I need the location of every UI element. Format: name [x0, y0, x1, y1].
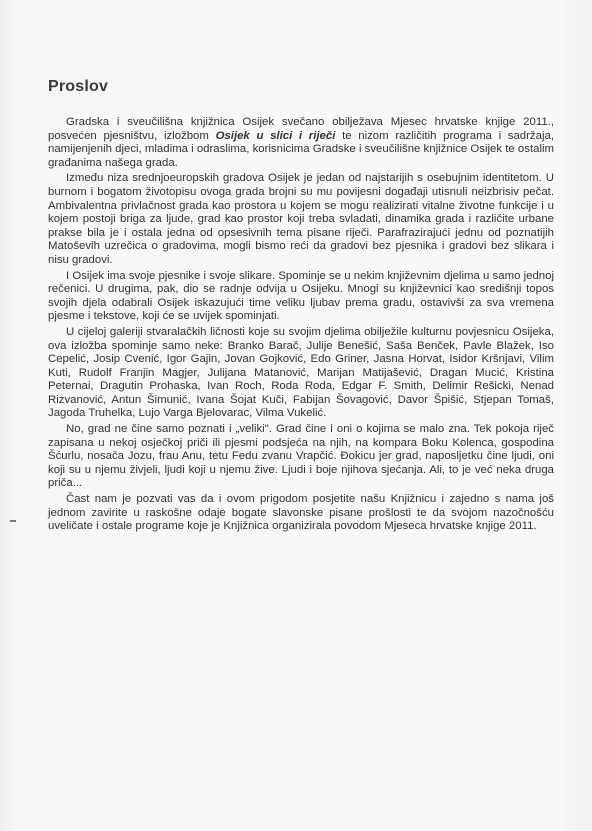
paragraph-2: Između niza srednjoeuropskih gradova Osijek je jedan od najstarijih s osebujnim identitetom. U burnom i bogatom životopisu ovoga grada brojni su mu povijesni događaji utisnuli neizbrisiv pečat. Ambivalentna privlačnost grada kao prostora u kojem se mogu realizirati vitalne životne funkcije i u kojem postoji briga za ljude, grad kao prostor koji treba svladati, dinamika grada i različite urbane prakse bila je i ostala jedna od opsesivnih tema pisane riječi. Parafrazirajući jednu od poznatijih Matoševih uzrečica o gradovima, mogli bismo reći da gradovi bez pjesnika i gradovi bez slikara i nisu gradovi. [48, 172, 554, 266]
paragraph-1-text-a: Gradska i sveučilišna knjižnica Osijek svečano obilježava Mjesec hrvatske knjige 2011., posvećen pjesništvu, izložbom [48, 116, 554, 142]
margin-mark [10, 520, 16, 522]
paragraph-1 [48, 116, 554, 170]
paragraph-3: I Osijek ima svoje pjesnike i svoje slikare. Spominje se u nekim književnim djelima u samo jednoj rečenici. U drugima, pak, dio se radnje odvija u Osijeku. Mnogi su književnici kao središnji topos svojih djela odabrali Osijek iskazujući time veliku ljubav prema gradu, ostavivši za sva vremena pjesme i tekstove, koji će se uvijek spominjati. [48, 269, 554, 323]
page-title: Proslov [48, 78, 109, 95]
paragraph-6: Čast nam je pozvati vas da i ovom prigodom posjetite našu Knjižnicu i zajedno s nama još jednom zavirite u raskošne odaje bogate slavonske pisane prošlosti te da svojom nazočnošću uveličate i ostale programe koje je Knjižnica organizirala povodom Mjeseca hrvatske knjige 2011. [48, 493, 554, 533]
paragraph-1-text-b: te nizom različitih programa i sadržaja, namijenjenih djeci, mladima i odraslima, korisnicima Gradske i sveučilišne knjižnice Osijek te ostalim građanima našega grada. [48, 129, 554, 169]
exhibition-title: Osijek u slici i riječi [215, 129, 336, 142]
paragraph-5: No, grad ne čine samo poznati i „veliki". Grad čine i oni o kojima se malo zna. Tek pokoja riječ zapisana u nekoj osječkoj priči ili pjesmi podsjeća na njih, na kompara Boku Kolenca, gospodina Šćurlu, nosača Jozu, frau Anu, tetu Fedu zvanu Vrapčić. Đokicu jer grad, naposljetku čine ljudi, oni koji su u njemu živjeli, ljudi koji u njemu žive. Ljudi i boje njihova sjećanja. Ali, to je već neka druga priča... [48, 423, 554, 490]
paragraph-4: U cijeloj galeriji stvaralačkih ličnosti koje su svojim djelima obilježile kulturnu povjesnicu Osijeka, ova izložba spominje samo neke: Branko Barač, Julije Benešić, Saša Benček, Pavle Blažek, Iso Cepelić, Josip Cvenić, Igor Gajin, Jovan Gojković, Edo Griner, Jasna Horvat, Isidor Kršnjavi, Vilim Kuti, Rudolf Franjin Magjer, Julijana Matanović, Marijan Matijašević, Dragan Mucić, Kristina Peternai, Dragutin Prohaska, Ivan Roch, Roda Roda, Edgar F. Smith, Delimir Rešicki, Nenad Rizvanović, Antun Šimunić, Ivana Šojat Kuči, Fabijan Šovagović, Davor Špišić, Stjepan Tomaš, Jagoda Truhelka, Lujo Varga Bjelovarac, Vilma Vukelić. [48, 325, 554, 420]
document-body [48, 116, 554, 534]
